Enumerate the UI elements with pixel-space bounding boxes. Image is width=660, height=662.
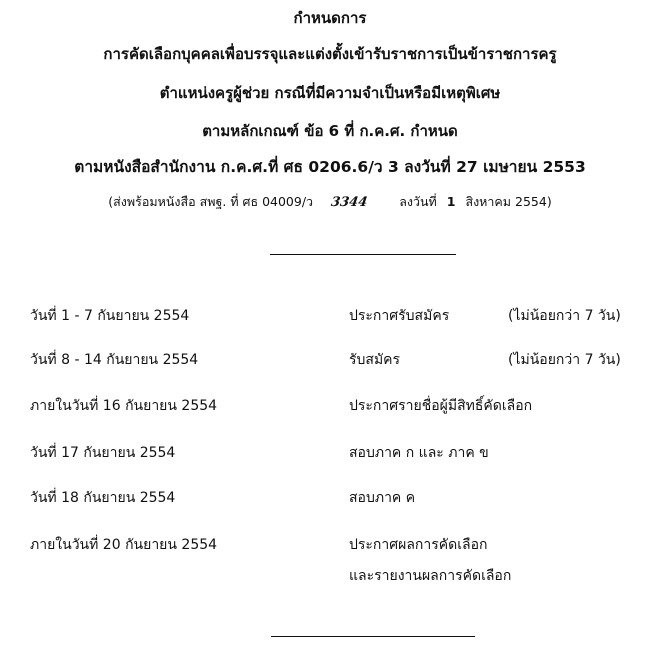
schedule-note: (ไม่น้อยกว่า 7 วัน)	[508, 308, 621, 324]
schedule-date: วันที่ 1 - 7 กันยายน 2554	[30, 308, 190, 324]
reference-day: 1	[446, 194, 456, 209]
schedule-date: วันที่ 17 กันยายน 2554	[30, 445, 176, 461]
schedule-activity: ประกาศผลการคัดเลือก	[349, 537, 488, 553]
schedule-activity: ประกาศรับสมัคร	[349, 308, 450, 324]
attachment-reference-line	[0, 193, 660, 212]
schedule-date: ภายในวันที่ 16 กันยายน 2554	[30, 398, 218, 414]
title-reference-letter-line: ตามหนังสือสำนักงาน ก.ค.ศ.ที่ ศธ 0206.6/ว 3 ลงวันที่ 27 เมษายน 2553	[74, 158, 586, 176]
schedule-note: (ไม่น้อยกว่า 7 วัน)	[508, 352, 621, 368]
bottom-divider	[271, 636, 475, 637]
schedule-date: ภายในวันที่ 20 กันยายน 2554	[30, 537, 218, 553]
schedule-date: วันที่ 8 - 14 กันยายน 2554	[30, 352, 199, 368]
title-position-line: ตำแหน่งครูผู้ช่วย กรณีที่มีความจำเป็นหรือมีเหตุพิเศษ	[159, 84, 501, 102]
schedule-activity: สอบภาค ก และ ภาค ข	[349, 445, 489, 461]
title-criteria-line: ตามหลักเกณฑ์ ข้อ 6 ที่ ก.ค.ศ. กำหนด	[202, 122, 458, 140]
reference-prefix: (ส่งพร้อมหนังสือ สพฐ. ที่ ศธ 04009/ว	[108, 194, 314, 209]
handwritten-letter-number: 3344	[330, 195, 369, 210]
document-title: กำหนดการ	[293, 9, 367, 27]
schedule-activity: ประกาศรายชื่อผู้มีสิทธิ์คัดเลือก	[349, 398, 533, 414]
schedule-activity: รับสมัคร	[349, 352, 401, 368]
schedule-activity: สอบภาค ค	[349, 490, 416, 506]
schedule-date: วันที่ 18 กันยายน 2554	[30, 490, 176, 506]
title-subject-line: การคัดเลือกบุคคลเพื่อบรรจุและแต่งตั้งเข้ารับราชการเป็นข้าราชการครู	[103, 45, 557, 63]
schedule-activity-continuation: และรายงานผลการคัดเลือก	[349, 568, 512, 584]
reference-date-label: ลงวันที่	[399, 194, 437, 209]
top-divider	[270, 254, 456, 255]
reference-month-year: สิงหาคม 2554)	[465, 194, 552, 209]
